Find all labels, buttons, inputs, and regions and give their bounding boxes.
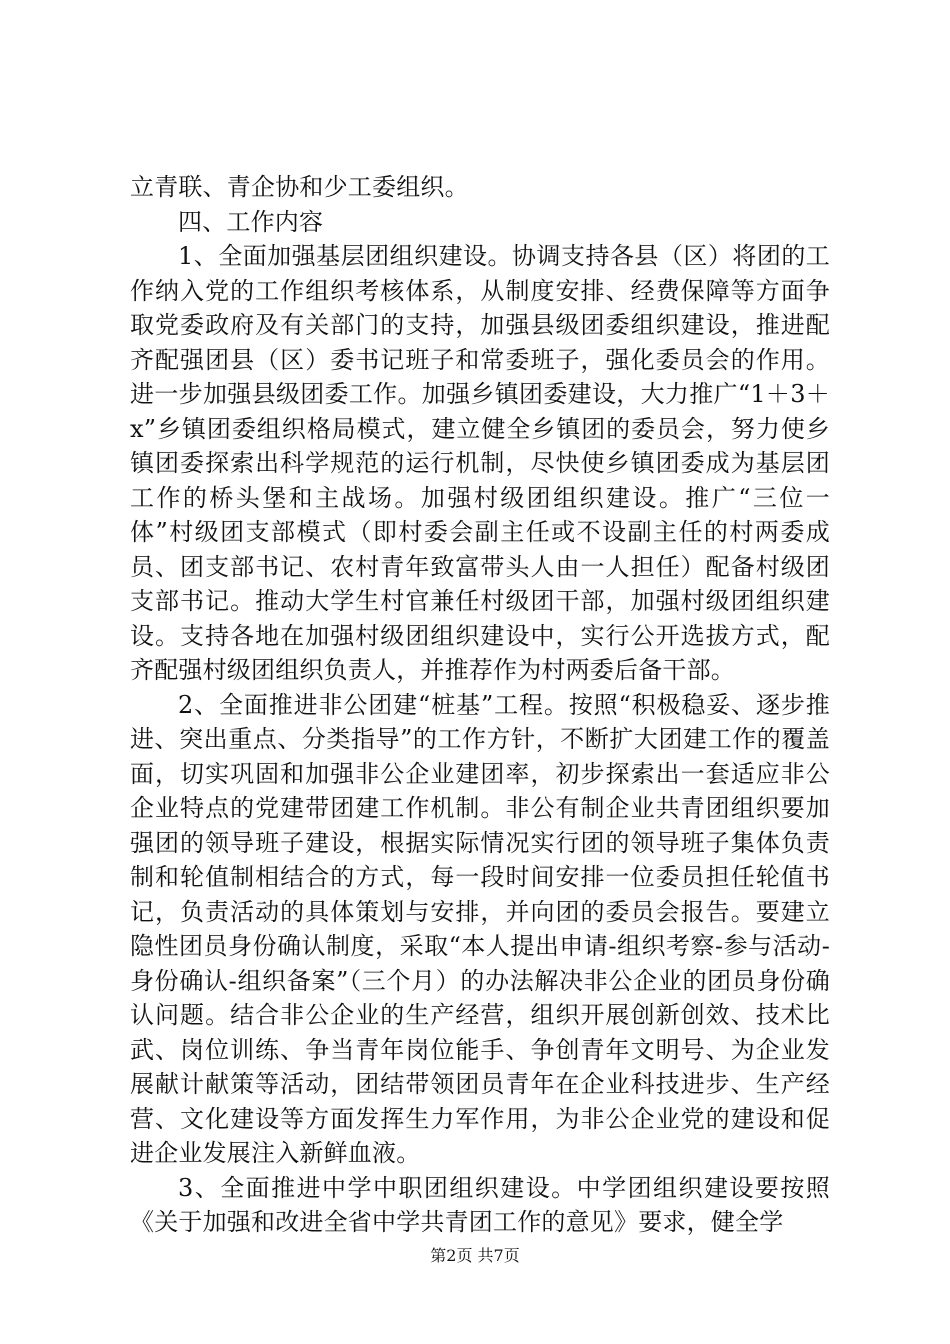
paragraph-item-3: 3、全面推进中学中职团组织建设。中学团组织建设要按照《关于加强和改进全省中学共青团工作的意见》要求，健全学: [130, 1173, 830, 1236]
paragraph-item-1: 1、全面加强基层团组织建设。协调支持各县（区）将团的工作纳入党的工作组织考核体系，从制度安排、经费保障等方面争取党委政府及有关部门的支持，加强县级团委组织建设，推进配齐配强团县（区）委书记班子和常委班子，强化委员会的作用。进一步加强县级团委工作。加强乡镇团委建设，大力推广“1＋3＋x”乡镇团委组织格局模式，建立健全乡镇团的委员会，努力使乡镇团委探索出科学规范的运行机制，尽快使乡镇团委成为基层团工作的桥头堡和主战场。加强村级团组织建设。推广“三位一体”村级团支部模式（即村委会副主任或不设副主任的村两委成员、团支部书记、农村青年致富带头人由一人担任）配备村级团支部书记。推动大学生村官兼任村级团干部，加强村级团组织建设。支持各地在加强村级团组织建设中，实行公开选拔方式，配齐配强村级团组织负责人，并推荐作为村两委后备干部。: [130, 242, 830, 684]
paragraph-continuation: 立青联、青企协和少工委组织。: [130, 173, 469, 201]
paragraph-item-2: 2、全面推进非公团建“桩基”工程。按照“积极稳妥、逐步推进、突出重点、分类指导”的工作方针，不断扩大团建工作的覆盖面，切实巩固和加强非公企业建团率，初步探索出一套适应非公企业特点的党建带团建工作机制。非公有制企业共青团组织要加强团的领导班子建设，根据实际情况实行团的领导班子集体负责制和轮值制相结合的方式，每一段时间安排一位委员担任轮值书记，负责活动的具体策划与安排，并向团的委员会报告。要建立隐性团员身份确认制度，采取“本人提出申请-组织考察-参与活动-身份确认-组织备案”（三个月）的办法解决非公企业的团员身份确认问题。结合非公企业的生产经营，组织开展创新创效、技术比武、岗位训练、争当青年岗位能手、争创青年文明号、为企业发展献计献策等活动，团结带领团员青年在企业科技进步、生产经营、文化建设等方面发挥生力军作用，为非公企业党的建设和促进企业发展注入新鲜血液。: [130, 690, 830, 1167]
page-number-footer: 第2页 共7页: [430, 1246, 520, 1265]
document-body: [130, 170, 830, 1240]
section-heading: 四、工作内容: [178, 207, 324, 236]
